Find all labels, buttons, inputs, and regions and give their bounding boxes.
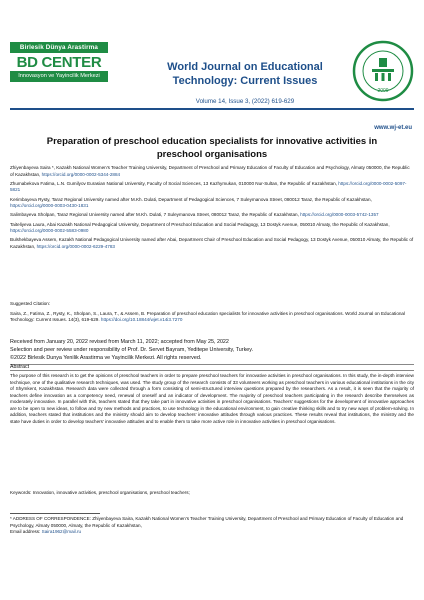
abstract-top-rule: [10, 364, 414, 365]
keywords: Keywords: Innovation, innovative activities, preschool organisations, preschool teachers;: [10, 490, 190, 495]
correspondence-text: * ADDRESS OF CORRESPONDENCE: Zhiyenbayeva Saira, Kazakh National Women's Teacher Training University, Department of Preschool and Primary Education of Faculty of Education and Psychology, Almaty 050000, Almaty, the Republic of Kazakhstan,: [10, 516, 404, 528]
author-entry: Bulshekbayeva Assem, Kazakh National Pedagogical University named after Abai, Department Chair of Preschool Education and Social Pedagogy, 13 Dostyk Avenue, 050010 Almaty, the Republic of Kazakhstan, https://orcid.org/0000-0002-6229-4783: [10, 237, 414, 249]
logo-main-text: BD CENTER: [16, 54, 102, 71]
orcid-link[interactable]: https://orcid.org/0000-0002-5583-0980: [10, 228, 89, 234]
email-link[interactable]: Saira1962@mail.ru: [41, 529, 82, 535]
author-entry: Zhumabekova Fatima, L.N. Gumilyov Eurasian National University, Faculty of Social Sciences, 13 Kazhymukan, 010000 Nur-Sultan, the Republic of Kazakhstan, https://orcid.org/0000-0002-5097-5821: [10, 180, 407, 193]
suggested-citation: [10, 301, 414, 327]
author-entry: Taiteliyeva Laura, Abai Kazakh National Pedagogical University, Department of Preschool Education and Social Pedagogy, 13 Dostyk Avenue, 050010 Almaty, the Republic of Kazakhstan, https://orcid.org/0000-0002-5583-0980: [10, 221, 390, 234]
paper-title: Preparation of preschool education specialists for innovative activities in preschool organisations: [46, 136, 378, 160]
author-entry: Kerimbayeva Rysty, Taraz Regional University named after M.Kh. Dulati, Department of Pedagogical Sciences, 7 Suleymanova Street, 080012 Taraz, the Republic of Kazakhstan, https://orcid.org/0000-0003-0430-1831: [10, 196, 372, 209]
logo-top-text: Birlesik Dünya Arastirma: [10, 42, 108, 53]
footnote-rule: [10, 513, 100, 514]
orcid-link[interactable]: https://orcid.org/0000-0002-5344-2884: [41, 171, 121, 177]
orcid-link[interactable]: https://orcid.org/0000-0002-6229-4783: [36, 243, 115, 249]
author-entry: Zhiyenbayeva Saira *, Kazakh National Women's Teacher Training University, Department of Preschool and Primary Education of Faculty of Education and Psychology, Almaty 050000, the Republic of Kazakhstan, https://orcid.org/0000-0002-5344-2884: [10, 165, 410, 177]
received-dates: Received from January 20, 2022 revised from March 11, 2022; accepted from May 25, 2022: [10, 339, 229, 345]
author-list: [10, 165, 414, 253]
volume-issue: Volume 14, Issue 3, (2022) 619-629: [195, 98, 295, 105]
author-entry: Salimbayeva Sholpan, Taraz Regional University named after M.Kh. Dulati, 7 Suleymanova Street, 080012 Taraz, the Republic of Kazakhstan, https://orcid.org/0000-0003-5742-1357: [10, 212, 379, 218]
abstract-heading: Abstract: [10, 364, 30, 370]
article-dates: [10, 338, 414, 362]
publisher-logo: [10, 42, 108, 104]
correspondence-footnote: [10, 516, 414, 536]
journal-title: World Journal on Educational Technology: Current Issues: [167, 61, 323, 87]
abstract-body: The purpose of this research is to get the opinions of preschool teachers in order to prepare preschool teachers for innovative activities in preschool organisations. In this study, the in-depth interview technique, one of the qualitative research techniques, was used. The study group of the research consists of 33 volunteers working as preschool teachers in various educational institutions in the city of Shymkent, Kazakhstan. Research data were collected through a form consisting of semi-structured interview questions prepared by the researchers. As a result, it is seen that the majority of teachers define innovation as a competency need, renewal of oneself and an indicator of development. The majority of preschool teachers participating in the research describe themselves as moderately innovative. In parallel with this, teachers stated that they take part in innovative activities in preschool organisations. Teachers' suggestions for the development of innovative approaches are to be open to new ideas, to follow and try new methods and practices, to use technology in the educational environment, to gain creative thinking skills and to try new ways of problem-solving. In addition, teachers stated that institutions and the ministry should aim to develop teachers' innovative attitudes through various practices. These results reveal that institutions, the ministry and the state have duties in order to develop teachers' innovative attitudes and to enable them to take more active role in innovative activities in preschool organisations.: [10, 373, 414, 424]
abstract-heading-rule: [10, 370, 414, 371]
orcid-link[interactable]: https://orcid.org/0000-0003-5742-1357: [300, 212, 379, 218]
journal-url-link[interactable]: www.wj-et.eu: [374, 125, 412, 131]
header-divider: [10, 108, 414, 110]
copyright-note: ©2022 Birlesik Dunya Yenilik Arastirma ve Yayincilik Merkezi. All rights reserved.: [10, 355, 202, 361]
email-line: Email address: Saira1962@mail.ru: [10, 529, 82, 535]
doi-link[interactable]: https://doi.org/10.18844/wjet.v14i3.7270: [100, 317, 183, 323]
logo-bottom-text: Innovasyon ve Yayincilik Merkezi: [10, 71, 108, 82]
orcid-link[interactable]: https://orcid.org/0000-0003-0430-1831: [10, 203, 89, 209]
citation-text: Saira, Z., Fatima, Z., Rysty, K., Sholpan, S., Laura, T., & Assem, B. Preparation of preschool education specialists for innovative activities in preschool organisations. World Journal on Educational Technology: Current Issues. 14(3), 619-629. https://doi.org/10.18844/wjet.v14i3.7270: [10, 310, 406, 323]
journal-seal-icon: [352, 40, 414, 102]
citation-label: Suggested Citation:: [10, 301, 51, 306]
orcid-link[interactable]: https://orcid.org/0000-0002-5097-5821: [10, 180, 407, 193]
seal-year: 2009: [377, 88, 389, 94]
peer-review-note: Selection and peer review under responsibility of Prof. Dr. Servet Bayram, Yeditepe University, Turkey.: [10, 347, 254, 353]
